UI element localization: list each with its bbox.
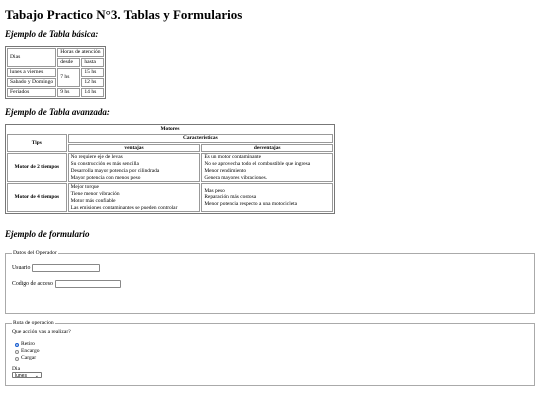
route-question: Que acción vas a realizar?: [12, 329, 71, 336]
page-title: Tabajo Practico N°3. Tablas y Formularios: [5, 7, 243, 22]
col-from-header: desde: [57, 58, 80, 67]
radio-retiro[interactable]: [15, 341, 528, 348]
adv-cell: [68, 183, 201, 212]
table-row: [7, 153, 333, 182]
from-cell: 7 hs: [57, 68, 80, 87]
dis-line: Menor potencia respecto a una motocicleta: [204, 201, 297, 208]
engine-name: Motor de 4 tiempos: [7, 183, 67, 212]
advanced-table-heading: Ejemplo de Tabla avanzada:: [5, 107, 110, 118]
adv-line: Mayor potencia con menos peso: [70, 174, 141, 181]
adv-cell: [68, 153, 201, 182]
col-dis-header: desventajas: [201, 144, 333, 153]
radio-label: Encargo: [21, 348, 40, 355]
user-row: [12, 264, 528, 272]
dis-line: Menor rendimiento: [204, 167, 247, 174]
adv-line: Tiene menor vibración: [70, 191, 120, 197]
adv-line: Las emisiones contaminantes se pueden controlar: [70, 204, 178, 211]
code-input[interactable]: [55, 280, 121, 288]
adv-line: Su construcción es más sencilla: [70, 161, 139, 167]
adv-line: Desarrolla mayor potencia por cilindrada: [70, 167, 160, 174]
form-heading: Ejemplo de formulario: [5, 229, 90, 240]
radio-label: Cargar: [21, 355, 37, 362]
day-select-value: lunes: [15, 373, 27, 380]
day-cell: Feriados: [7, 88, 56, 97]
table-row: [7, 68, 104, 77]
col-chars-header: Caracteristicas: [68, 134, 333, 143]
code-label: Codigo de acceso: [12, 281, 53, 288]
day-cell: Sabado y Domingo: [7, 78, 56, 87]
dis-line: Es un motor contaminante: [204, 154, 262, 161]
table-row: [7, 78, 104, 87]
code-row: [12, 280, 528, 288]
radio-cargar[interactable]: [15, 355, 528, 362]
adv-line: No requiere eje de levas: [70, 154, 123, 161]
table-caption: Motores: [160, 126, 180, 132]
operator-legend: Datos del Operador: [13, 250, 57, 257]
dis-cell: [201, 183, 333, 212]
dis-line: Mas peso: [204, 187, 225, 194]
route-fieldset: [5, 320, 535, 386]
user-input[interactable]: [32, 264, 100, 272]
adv-line: Mejor torque: [70, 184, 99, 191]
to-cell: 15 hs: [81, 68, 103, 77]
engine-name: Motor de 2 tiempos: [7, 153, 67, 182]
to-cell: 14 hs: [81, 88, 103, 97]
radio-label: Retiro: [21, 341, 35, 348]
chevron-down-icon: ⌄: [34, 373, 39, 380]
from-cell: 9 hs: [57, 88, 80, 97]
to-cell: 12 hs: [81, 78, 103, 87]
basic-table-heading: Ejemplo de Tabla básica:: [5, 29, 99, 40]
dis-cell: [201, 153, 333, 182]
basic-table: [5, 46, 106, 99]
radio-encargo[interactable]: [15, 348, 528, 355]
dis-line: No se aprovecha todo el combustible que ingresa: [204, 161, 311, 167]
day-label: Dia: [12, 366, 21, 373]
col-types-header: Tips: [7, 134, 67, 153]
radio-icon[interactable]: [15, 357, 19, 361]
radio-selected-icon[interactable]: [15, 343, 19, 347]
table-row: [7, 88, 104, 97]
radio-icon[interactable]: [15, 350, 19, 354]
advanced-table: [5, 124, 335, 214]
col-hours-header: Horas de atención: [57, 48, 103, 57]
table-row: [7, 183, 333, 212]
day-cell: lunes a viernes: [7, 68, 56, 77]
col-days-header: Dias: [7, 48, 56, 67]
dis-line: Reparación más costosa: [204, 194, 257, 201]
col-to-header: hasta: [81, 58, 103, 67]
day-select[interactable]: [12, 372, 42, 378]
col-adv-header: ventajas: [68, 144, 201, 153]
route-legend: Ruta de operacion: [13, 320, 54, 327]
operator-fieldset: [5, 250, 535, 314]
adv-line: Motor más confiable: [70, 197, 116, 204]
dis-line: Genera mayores vibraciones.: [204, 174, 268, 181]
user-label: Usuario: [12, 265, 31, 272]
